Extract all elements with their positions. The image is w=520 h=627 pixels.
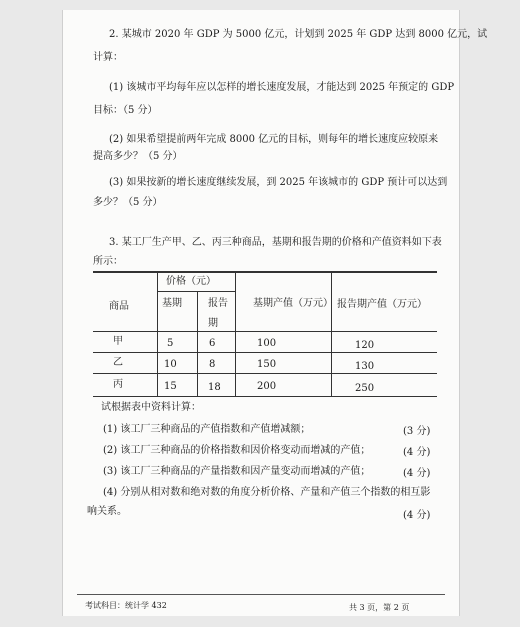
q2-part1: (1) 该城市平均每年应以怎样的增长速度发展，才能达到 2025 年预定的 GDP [109,82,455,93]
q2-part2-cont: 提高多少？（5 分） [93,151,183,162]
table-row-base-output: 100 [257,338,277,349]
table-row-base-output: 150 [257,359,277,370]
q3-sub4-cont: 响关系。 [87,506,127,517]
q3-sub1: (1) 该工厂三种商品的产值指数和产值增减额； [103,424,311,435]
header-price: 价格（元） [166,276,216,287]
table-row-report-output: 130 [355,361,375,372]
header-report-period: 报告 [208,298,228,309]
table-row-report-output: 250 [355,383,375,394]
q3-sub4: (4) 分别从相对数和绝对数的角度分析价格、产量和产值三个指数的相互影 [103,487,431,498]
header-base-output: 基期产值（万元） [253,298,333,309]
q3-sub2: (2) 该工厂三种商品的价格指数和因价格变动而增减的产值； [103,445,371,456]
table-row-name: 乙 [113,357,123,368]
footer-subject: 考试科目：统计学 432 [85,601,167,610]
table-row-report-price: 6 [209,338,216,349]
q3-calc-instruction: 试根据表中资料计算： [101,402,201,413]
table-row-report-price: 8 [209,359,216,370]
table-row-report-output: 120 [355,340,375,351]
q2-part3-cont: 多少？（5 分） [93,197,163,208]
exam-page [62,10,488,616]
table-row-base-price: 15 [164,381,177,392]
table-row-base-price: 5 [167,338,174,349]
q2-intro-cont: 计算： [93,52,123,63]
q3-sub3: (3) 该工厂三种商品的产量指数和因产量变动而增减的产值； [103,466,371,477]
table-row-base-price: 10 [164,359,177,370]
table-row-report-price: 18 [208,382,221,393]
table-row-name: 丙 [113,379,123,390]
footer-divider [77,594,445,595]
q2-part3: (3) 如果按新的增长速度继续发展，到 2025 年该城市的 GDP 预计可以达到 [109,177,448,188]
table-row-base-output: 200 [257,381,277,392]
q2-part2: (2) 如果希望提前两年完成 8000 亿元的目标，则每年的增长速度应较原来 [109,134,439,145]
header-report-period-cont: 期 [208,318,218,329]
header-report-output: 报告期产值（万元） [337,299,427,310]
header-base-period: 基期 [162,298,182,309]
header-product: 商品 [109,301,129,312]
q3-sub1-points: (3 分) [403,426,431,437]
q3-intro: 3. 某工厂生产甲、乙、丙三种商品，基期和报告期的价格和产值资料如下表 [109,237,442,248]
footer-page-number: 共 3 页，第 2 页 [349,603,410,612]
q2-part1-cont: 目标：（5 分） [93,105,158,116]
table-row-name: 甲 [113,336,123,347]
q3-sub2-points: (4 分) [403,447,431,458]
q3-intro-cont: 所示： [93,256,123,267]
q3-sub4-points: (4 分) [403,510,431,521]
q3-sub3-points: (4 分) [403,468,431,479]
q2-intro: 2. 某城市 2020 年 GDP 为 5000 亿元，计划到 2025 年 GDP 达到 8000 亿元，试 [109,29,488,40]
